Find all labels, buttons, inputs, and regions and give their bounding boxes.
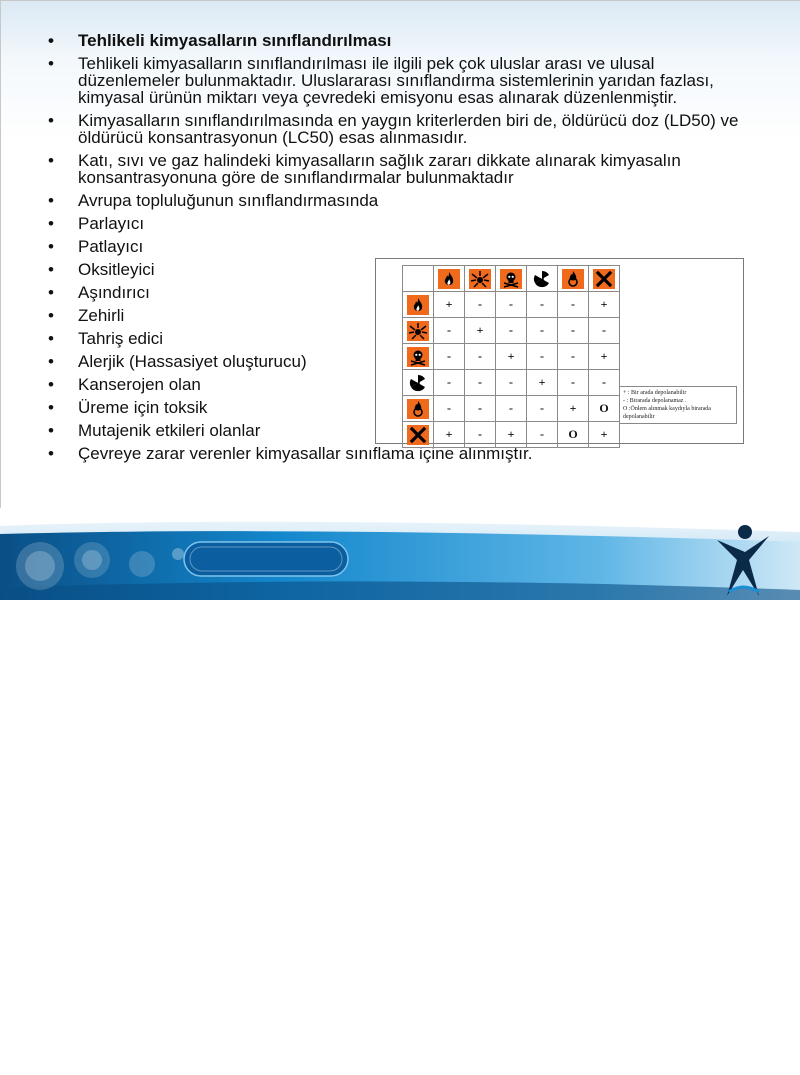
table-cell: -: [465, 422, 496, 448]
table-header-row: [403, 266, 620, 292]
table-cell: -: [496, 318, 527, 344]
table-cell: -: [527, 318, 558, 344]
table-row: [403, 370, 620, 396]
cross-x-icon: [589, 266, 620, 292]
table-cell: -: [527, 344, 558, 370]
storage-compatibility-table: [402, 265, 620, 448]
bullet-item: • Üreme için toksik: [48, 399, 748, 416]
bullet-heading: • Tehlikeli kimyasalların sınıflandırılması: [48, 32, 748, 49]
table-cell: -: [465, 396, 496, 422]
bullet-item: • Zehirli: [48, 307, 748, 324]
table-cell: -: [527, 422, 558, 448]
table-cell: -: [434, 344, 465, 370]
explosion-icon: [465, 266, 496, 292]
flame-icon: [403, 292, 434, 318]
bullet-item: • Aşındırıcı: [48, 284, 748, 301]
oxidizer-icon: [403, 396, 434, 422]
table-cell: -: [589, 318, 620, 344]
table-cell: +: [527, 370, 558, 396]
bullet-item: • Tehlikeli kimyasalların sınıflandırılması ile ilgili pek çok uluslar arası ve ulusal düzenlemeler bulunmaktadır. Uluslararası sınıflandırma sistemlerinin yarıdan fazlası, kimyasal ürünün miktarı veya çevredeki emisyonu esas alınarak düzenlenmiştir.: [48, 55, 748, 106]
table-cell: +: [465, 318, 496, 344]
bullet-item: • Çevreye zarar verenler kimyasallar sınıflama içine alınmıştır.: [48, 445, 748, 462]
bullet-item: • Parlayıcı: [48, 215, 748, 232]
table-cell: +: [434, 422, 465, 448]
oxidizer-icon: [558, 266, 589, 292]
company-logo: [715, 522, 771, 600]
table-legend: [619, 386, 737, 424]
footer-banner: [0, 508, 800, 1075]
table-row: [403, 396, 620, 422]
table-cell: -: [558, 344, 589, 370]
bullet-item: • Kimyasalların sınıflandırılmasında en yaygın kriterlerden biri de, öldürücü doz (LD50) ve öldürücü konsantrasyonun (LC50) esas alınmasıdır.: [48, 112, 748, 146]
bullet-item: • Tahriş edici: [48, 330, 748, 347]
table-row: [403, 422, 620, 448]
bullet-item: • Katı, sıvı ve gaz halindeki kimyasalların sağlık zararı dikkate alınarak kimyasalın konsantrasyonuna göre de sınıflandırmalar bulunmaktadır: [48, 152, 748, 186]
table-row: [403, 318, 620, 344]
table-cell: -: [558, 318, 589, 344]
table-cell: -: [589, 370, 620, 396]
table-cell: -: [496, 370, 527, 396]
table-cell: +: [589, 422, 620, 448]
explosion-icon: [403, 318, 434, 344]
table-row: [403, 344, 620, 370]
table-cell: +: [558, 396, 589, 422]
table-cell: -: [496, 396, 527, 422]
table-corner-cell: [403, 266, 434, 292]
table-cell: +: [496, 422, 527, 448]
table-cell: +: [589, 292, 620, 318]
bullet-item: • Alerjik (Hassasiyet oluşturucu): [48, 353, 748, 370]
legend-line: + : Bir arada depolanabilir: [623, 390, 687, 396]
table-cell: -: [465, 292, 496, 318]
table-cell: -: [434, 370, 465, 396]
legend-line: O :Önlem alınmak kaydıyla birarada depolanabilir: [623, 406, 711, 420]
table-cell: -: [465, 344, 496, 370]
table-cell: +: [589, 344, 620, 370]
table-cell: -: [527, 292, 558, 318]
flame-icon: [434, 266, 465, 292]
radiation-icon: [403, 370, 434, 396]
skull-icon: [496, 266, 527, 292]
table-cell: -: [434, 318, 465, 344]
table-cell: -: [527, 396, 558, 422]
bullet-item: • Kanserojen olan: [48, 376, 748, 393]
table-cell: -: [558, 292, 589, 318]
bullet-item: • Patlayıcı: [48, 238, 748, 255]
table-cell: -: [496, 292, 527, 318]
cross-x-icon: [403, 422, 434, 448]
skull-icon: [403, 344, 434, 370]
bullet-item: • Oksitleyici: [48, 261, 748, 278]
table-row: [403, 292, 620, 318]
radiation-icon: [527, 266, 558, 292]
legend-line: - : Birarada depolanamaz .: [623, 398, 687, 404]
table-cell: -: [558, 370, 589, 396]
table-cell: +: [434, 292, 465, 318]
table-cell: +: [496, 344, 527, 370]
bullet-item: • Avrupa topluluğunun sınıflandırmasında: [48, 192, 748, 209]
storage-compatibility-table-box: [375, 258, 744, 444]
table-cell: O: [589, 396, 620, 422]
footer-slogan: "İş Güvenliği Adresiniz": [203, 1063, 329, 1075]
table-cell: O: [558, 422, 589, 448]
footer-graphic: [0, 508, 800, 600]
bullet-item: • Mutajenik etkileri olanlar: [48, 422, 748, 439]
table-cell: -: [465, 370, 496, 396]
table-cell: -: [434, 396, 465, 422]
